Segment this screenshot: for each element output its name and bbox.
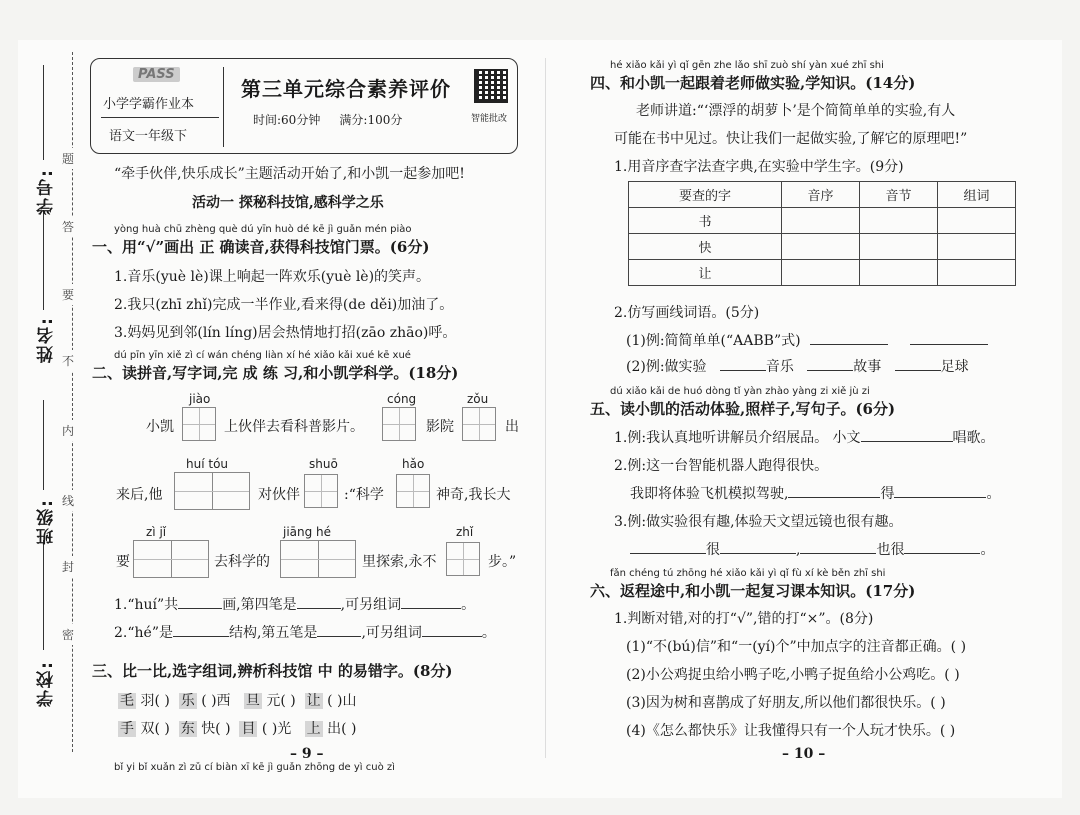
q3-row2[interactable]: 手 双( ) 东 快( ) 目 ( )光 上 出( ) — [120, 721, 357, 737]
activity-heading: 活动一 探秘科技馆,感科学之乐 — [192, 195, 384, 211]
q6-item[interactable]: (3)因为树和喜鹊成了好朋友,所以他们都很快乐。( ) — [626, 695, 946, 711]
q3-pinyin: bǐ yi bǐ xuǎn zì zǔ cí biàn xī kē jì guǎn zhōng de yì cuò zì — [114, 762, 395, 773]
number-line — [43, 65, 44, 160]
char-box[interactable] — [382, 407, 416, 441]
pass-logo: PASS — [133, 67, 180, 82]
q4-pinyin: hé xiǎo kǎi yì qǐ gēn zhe lǎo shī zuò shí yàn xué zhī shi — [610, 60, 884, 71]
lookup-table: 要查的字 音序 音节 组词 书 快 让 — [628, 181, 1016, 286]
page-title: 第三单元综合素养评价 — [241, 77, 451, 101]
q3-title: 三、比一比,选字组词,辨析科技馆 中 的易错字。(8分) — [92, 662, 453, 680]
q6-sub1: 1.判断对错,对的打“√”,错的打“×”。(8分) — [614, 611, 874, 627]
q2-sub2[interactable]: 2.“hé”是 结构,第五笔是 ,可另组词 。 — [114, 625, 496, 641]
q2-pinyin: dú pīn yīn xiě zì cí wán chéng liàn xí hé xiǎo kǎi xué kē xué — [114, 350, 411, 361]
q6-item[interactable]: (2)小公鸡捉虫给小鸭子吃,小鸭子捉鱼给小公鸡吃。( ) — [626, 667, 960, 683]
char-box[interactable] — [396, 474, 430, 508]
seal-char: 线 — [62, 490, 74, 511]
seal-char: 要 — [62, 284, 74, 305]
table-row: 让 — [629, 260, 1016, 286]
grade-label: 语文一年级下 — [109, 129, 188, 144]
seal-char: 不 — [62, 350, 74, 371]
char-box[interactable] — [182, 407, 216, 441]
school-line — [43, 540, 44, 650]
q4-para: 可能在书中见过。快让我们一起做实验,了解它的原理吧!” — [614, 131, 968, 147]
q5-line2: 2.例:这一台智能机器人跑得很快。 — [614, 458, 829, 474]
q5-pinyin: dú xiǎo kǎi de huó dòng tǐ yàn zhào yàng zi xiě jù zi — [610, 386, 870, 397]
q1-item[interactable]: 1.音乐(yuè lè)课上响起一阵欢乐(yuè lè)的笑声。 — [114, 269, 431, 285]
word-box[interactable] — [133, 540, 209, 578]
q5-line5[interactable]: 很 , 也很 。 — [630, 539, 994, 559]
q5-line1[interactable]: 1.例:我认真地听讲解员介绍展品。 小文 唱歌。 — [614, 430, 995, 446]
intro-text: “牵手伙伴,快乐成长”主题活动开始了,和小凯一起参加吧! — [114, 166, 465, 182]
q5-title: 五、读小凯的活动体验,照样子,写句子。(6分) — [590, 400, 896, 418]
series-name: 小学学霸作业本 — [103, 97, 195, 112]
q3-row1[interactable]: 毛 羽( ) 乐 ( )西 旦 元( ) 让 ( )山 — [120, 693, 357, 709]
name-label: 姓名: — [37, 316, 57, 363]
name-line — [43, 210, 44, 310]
q2-title: 二、读拼音,写字词,完 成 练 习,和小凯学科学。(18分) — [92, 364, 459, 382]
page-number-right: – 10 – — [782, 746, 826, 762]
seal-char: 密 — [62, 624, 74, 645]
class-line — [43, 400, 44, 490]
q6-item[interactable]: (4)《怎么都快乐》让我懂得只有一个人玩才快乐。( ) — [626, 723, 956, 739]
q4-para: 老师讲道:“‘漂浮的胡萝卜’是个简简单单的实验,有人 — [636, 103, 956, 119]
class-label: 班级: — [37, 498, 57, 545]
q1-item[interactable]: 3.妈妈见到邻(lín líng)居会热情地打招(zāo zhāo)呼。 — [114, 325, 457, 341]
char-box[interactable] — [446, 542, 480, 576]
word-box[interactable] — [174, 472, 250, 510]
exam-meta: 时间:60分钟 满分:100分 — [253, 113, 403, 127]
q1-item[interactable]: 2.我只(zhī zhǐ)完成一半作业,看来得(de děi)加油了。 — [114, 297, 454, 313]
number-label: 学号: — [37, 168, 57, 215]
header-box — [90, 58, 518, 154]
table-row: 书 — [629, 208, 1016, 234]
q1-pinyin: yòng huà chū zhèng què dú yīn huò dé kē jì guǎn mén piào — [114, 224, 412, 235]
q6-item[interactable]: (1)“不(bú)信”和“一(yí)个”中加点字的注音都正确。( ) — [626, 639, 967, 655]
char-box[interactable] — [304, 474, 338, 508]
q4-title: 四、和小凯一起跟着老师做实验,学知识。(14分) — [590, 74, 916, 92]
q5-line4: 3.例:做实验很有趣,体验天文望远镜也很有趣。 — [614, 514, 903, 530]
seal-char: 封 — [62, 556, 74, 577]
seal-char: 答 — [62, 216, 74, 237]
qr-label: 智能批改 — [471, 114, 508, 124]
q4-example2[interactable]: (2)例:做实验 音乐 故事 足球 — [626, 359, 969, 375]
q4-sub1: 1.用音序查字法查字典,在实验中学生字。(9分) — [614, 159, 904, 175]
page-number-left: – 9 – — [290, 746, 324, 762]
q6-title: 六、返程途中,和小凯一起复习课本知识。(17分) — [590, 582, 916, 600]
q6-pinyin: fǎn chéng tú zhōng hé xiǎo kǎi yì qǐ fù xí kè běn zhī shi — [610, 568, 886, 579]
q5-line3[interactable]: 我即将体验飞机模拟驾驶, 得 。 — [630, 486, 1001, 502]
q4-sub2: 2.仿写画线词语。(5分) — [614, 305, 760, 321]
q4-example1[interactable]: (1)例:简简单单(“AABB”式) — [626, 330, 988, 350]
school-label: 学校: — [37, 660, 57, 707]
q1-title: 一、用“√”画出 正 确读音,获得科技馆门票。(6分) — [92, 238, 430, 256]
table-row: 快 — [629, 234, 1016, 260]
char-box[interactable] — [462, 407, 496, 441]
qr-code-icon[interactable] — [474, 69, 508, 103]
q2-sub1[interactable]: 1.“huí”共 画,第四笔是 ,可另组词 。 — [114, 597, 476, 613]
word-box[interactable] — [280, 540, 356, 578]
seal-char: 内 — [62, 420, 74, 441]
seal-char: 题 — [62, 148, 74, 169]
